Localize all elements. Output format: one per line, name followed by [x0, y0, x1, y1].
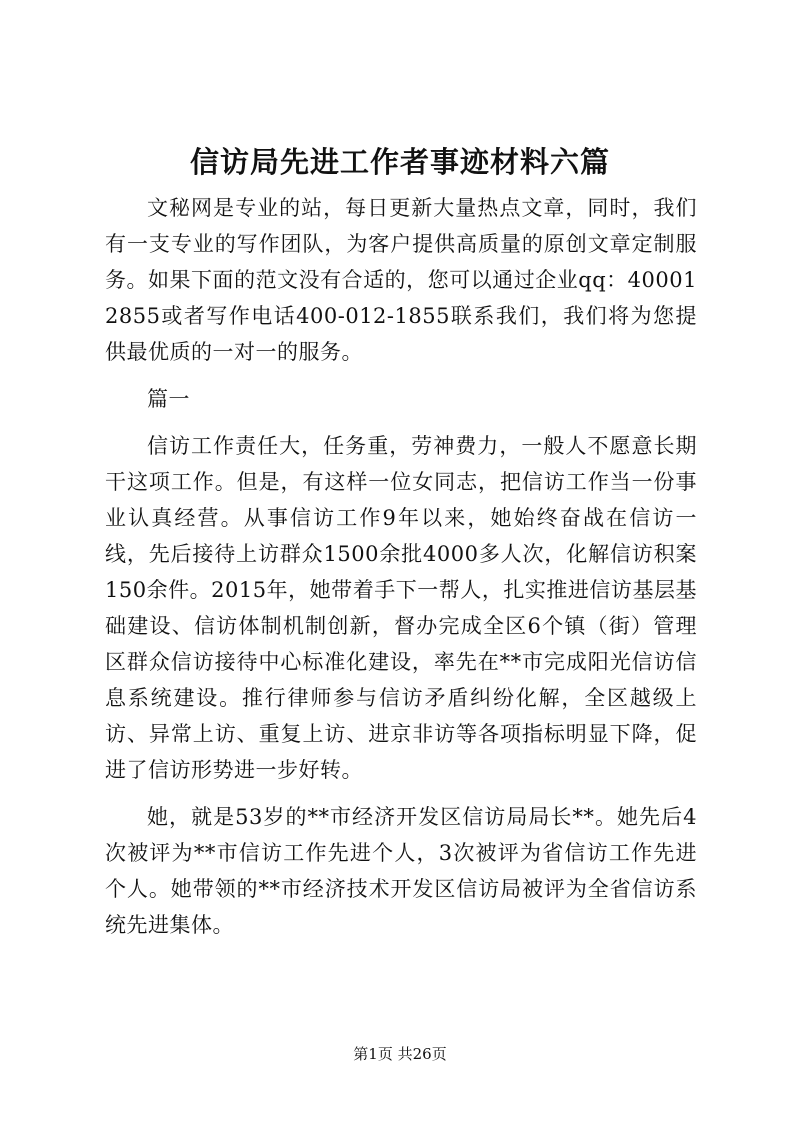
document-title: 信访局先进工作者事迹材料六篇 [189, 145, 610, 179]
body-paragraph: 信访工作责任大，任务重，劳神费力，一般人不愿意长期干这项工作。但是，有这样一位女同志，把信访工作当一份事业认真经营。从事信访工作9年以来，她始终奋战在信访一线，先后接待上访群众1500余批4000多人次，化解信访积案150余件。2015年，她带着手下一帮人，扎实推进信访基层基础建设、信访体制机制创新，督办完成全区6个镇（街）管理区群众信访接待中心标准化建设，率先在**市完成阳光信访信息系统建设。推行律师参与信访矛盾纠纷化解，全区越级上访、异常上访、重复上访、进京非访等各项指标明显下降，促进了信访形势进一步好转。 [105, 434, 697, 782]
page-footer: 第1页 共26页 [353, 1045, 447, 1063]
document-body [105, 190, 697, 954]
intro-paragraph: 文秘网是专业的站，每日更新大量热点文章，同时，我们有一支专业的写作团队，为客户提供高质量的原创文章定制服务。如果下面的范文没有合适的，您可以通过企业qq：400012855或者写作电话400-012-1855联系我们，我们将为您提供最优质的一对一的服务。 [105, 196, 697, 364]
section-heading: 篇一 [147, 387, 190, 411]
body-paragraph: 她，就是53岁的**市经济开发区信访局局长**。她先后4次被评为**市信访工作先进个人，3次被评为省信访工作先进个人。她带领的**市经济技术开发区信访局被评为全省信访系统先进集体。 [105, 805, 697, 937]
